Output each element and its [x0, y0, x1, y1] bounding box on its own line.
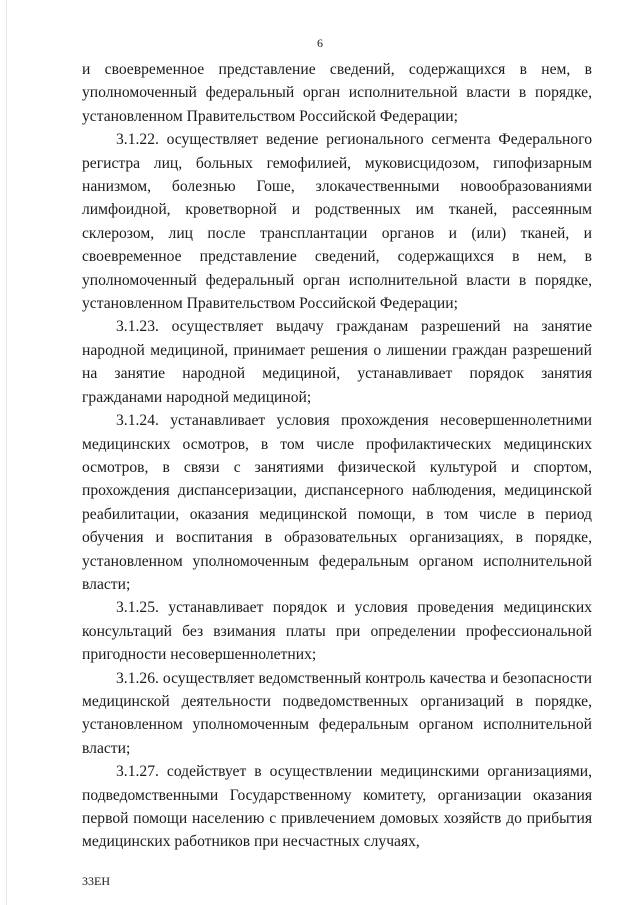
paragraph-3-1-26: 3.1.26. осуществляет ведомственный контроль качества и безопасности медицинской деятельности подведомственных организаций в порядке, установленном уполномоченным федеральным органом исполнительной власти; [82, 669, 592, 757]
paragraph-3-1-24: 3.1.24. устанавливает условия прохождения несовершеннолетними медицинских осмотров, в том числе профилактических медицинских осмотров, в связи с занятиями физической культурой и спортом, прохождения диспансеризации, диспансерного наблюдения, медицинской реабилитации, оказания медицинской помощи, в том числе в период обучения и воспитания в образовательных организациях, в порядке, установленном уполномоченным федеральным органом исполнительной власти; [82, 412, 592, 593]
page-number: 6 [317, 36, 323, 50]
footer-document-code: 33EH [82, 874, 110, 888]
scan-edge-line [6, 0, 7, 905]
paragraph-3-1-22: 3.1.22. осуществляет ведение регионального сегмента Федерального регистра лиц, больных гемофилией, муковисцидозом, гипофизарным нанизмом, болезнью Гоше, злокачественными новообразованиями лимфоидной, кроветворной и родственных им тканей, рассеянным склерозом, лиц после трансплантации органов и (или) тканей, и своевременное представление сведений, содержащихся в нем, в уполномоченный федеральный орган исполнительной власти в порядке, установленном Правительством Российской Федерации; [82, 131, 592, 313]
document-body [82, 58, 592, 854]
paragraph-3-1-23: 3.1.23. осуществляет выдачу гражданам разрешений на занятие народной медициной, принимает решения о лишении граждан разрешений на занятие народной медициной, устанавливает порядок занятия гражданами народной медициной; [82, 318, 592, 406]
paragraph-3-1-27: 3.1.27. содействует в осуществлении медицинскими организациями, подведомственными Государственному комитету, организации оказания первой помощи населению с привлечением домовых хозяйств до прибытия медицинских работников при несчастных случаях, [82, 763, 592, 851]
paragraph-3-1-25: 3.1.25. устанавливает порядок и условия проведения медицинских консультаций без взимания платы при определении профессиональной пригодности несовершеннолетних; [82, 599, 592, 664]
paragraph-continuation: и своевременное представление сведений, содержащихся в нем, в уполномоченный федеральный орган исполнительной власти в порядке, установленном Правительством Российской Федерации; [82, 61, 592, 125]
